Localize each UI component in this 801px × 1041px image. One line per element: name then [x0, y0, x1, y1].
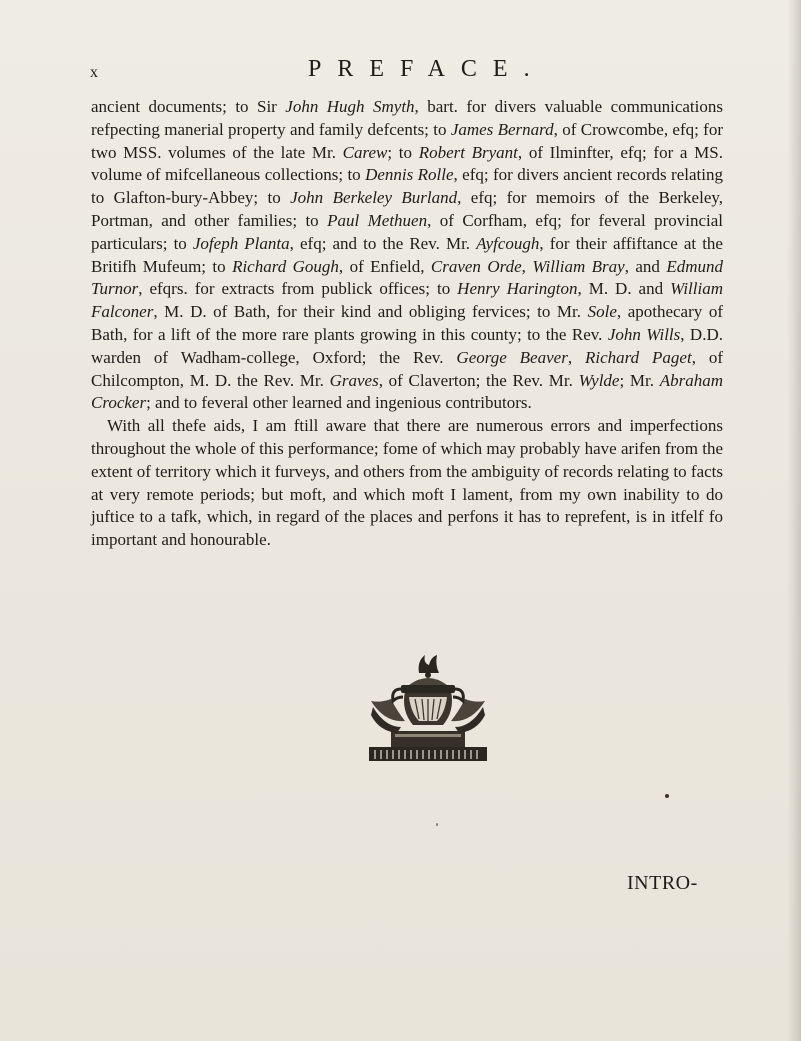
- person-name: Richard Gough: [232, 256, 339, 276]
- person-name: Wylde: [578, 370, 620, 390]
- section-title: PREFACE.: [308, 56, 546, 82]
- text-segment: ancient documents; to Sir: [91, 97, 286, 116]
- text-segment: , apothecary of Bath, for a lift of the more rare plants growing in this county; to the Rev.: [91, 302, 723, 344]
- text-segment: ,: [521, 256, 533, 276]
- text-segment: , of Ilminfter, efq; for a MS. volume of mifcellaneous collections; to: [91, 142, 723, 185]
- person-name: Graves: [329, 370, 379, 390]
- person-name: John Wills: [607, 324, 681, 344]
- paragraph-acknowledgements: [91, 96, 723, 415]
- text-segment: ,: [567, 347, 585, 367]
- person-name: John Hugh Smyth: [285, 97, 415, 116]
- person-name: Henry Harington: [457, 279, 578, 299]
- text-segment: , of Claverton; the Rev. Mr.: [378, 370, 579, 390]
- catchword: INTRO-: [627, 872, 698, 894]
- person-name: Abraham Crocker: [91, 370, 724, 413]
- person-name: William Falconer: [91, 279, 723, 322]
- text-segment: , M. D. of Bath, for their kind and obliging fervices; to Mr.: [153, 302, 588, 322]
- paper-speck: [665, 794, 669, 798]
- page-number: x: [90, 64, 99, 81]
- text-segment: , efq; for divers ancient records relating to Glafton-bury-Abbey; to: [91, 165, 723, 208]
- text-segment: , D.D. warden of Wadham-college, Oxford; the Rev.: [91, 324, 723, 367]
- text-segment: ; to: [387, 142, 419, 162]
- person-name: Carew: [342, 142, 388, 162]
- person-name: Craven Orde: [430, 256, 522, 276]
- person-name: George Beaver: [456, 347, 568, 367]
- text-segment: With all thefe aids, I am ftill aware that there are numerous errors and imperfections throughout the whole of this performance; fome of which may probably have arifen from the extent of territory which it furveys, and others from the ambiguity of records relating to facts at very remote periods; but moft, and which moft I lament, from my own inability to do juftice to a tafk, which, in regard of the places and perfons it has to reprefent, is in itfelf fo important and honourable.: [91, 416, 723, 550]
- person-name: Dennis Rolle: [365, 165, 454, 185]
- paper-speck: [436, 823, 438, 826]
- text-segment: , of Corfham, efq; for feveral provincial particulars; to: [91, 210, 723, 253]
- person-name: Jofeph Planta: [192, 233, 290, 253]
- text-segment: , for their affiftance at the Britifh Mufeum; to: [91, 233, 723, 276]
- text-segment: , M. D. and: [577, 279, 671, 299]
- text-segment: , bart. for divers valuable communications refpecting manerial property and family defcents; to: [91, 97, 723, 139]
- text-segment: , and: [624, 256, 667, 276]
- person-name: Richard Paget: [584, 347, 692, 367]
- person-name: Paul Methuen: [327, 210, 428, 230]
- text-segment: ; Mr.: [619, 370, 660, 390]
- person-name: John Berkeley Burland: [290, 188, 458, 208]
- text-segment: , of Enfield,: [338, 256, 431, 276]
- text-segment: , of Crowcombe, efq; for two MSS. volumes of the late Mr.: [91, 119, 724, 162]
- urn-vignette: [367, 651, 489, 765]
- body-text: [91, 96, 723, 552]
- text-segment: , efq; for memoirs of the Berkeley, Portman, and other families; to: [91, 188, 724, 230]
- person-name: Ayfcough: [476, 233, 540, 253]
- text-segment: , of Chilcompton, M. D. the Rev. Mr.: [91, 347, 724, 390]
- person-name: Sole: [587, 302, 617, 322]
- person-name: James Bernard: [450, 119, 554, 139]
- person-name: Edmund Turnor: [91, 256, 723, 299]
- running-head: [90, 56, 730, 88]
- spine-shadow: [787, 0, 801, 1041]
- text-segment: ; and to feveral other learned and ingenious contributors.: [146, 393, 532, 413]
- paragraph-apology: [91, 415, 723, 552]
- person-name: Robert Bryant: [418, 142, 518, 162]
- person-name: William Bray: [532, 256, 625, 276]
- text-segment: , efqrs. for extracts from publick offices; to: [138, 279, 458, 299]
- text-segment: , efq; and to the Rev. Mr.: [289, 233, 477, 253]
